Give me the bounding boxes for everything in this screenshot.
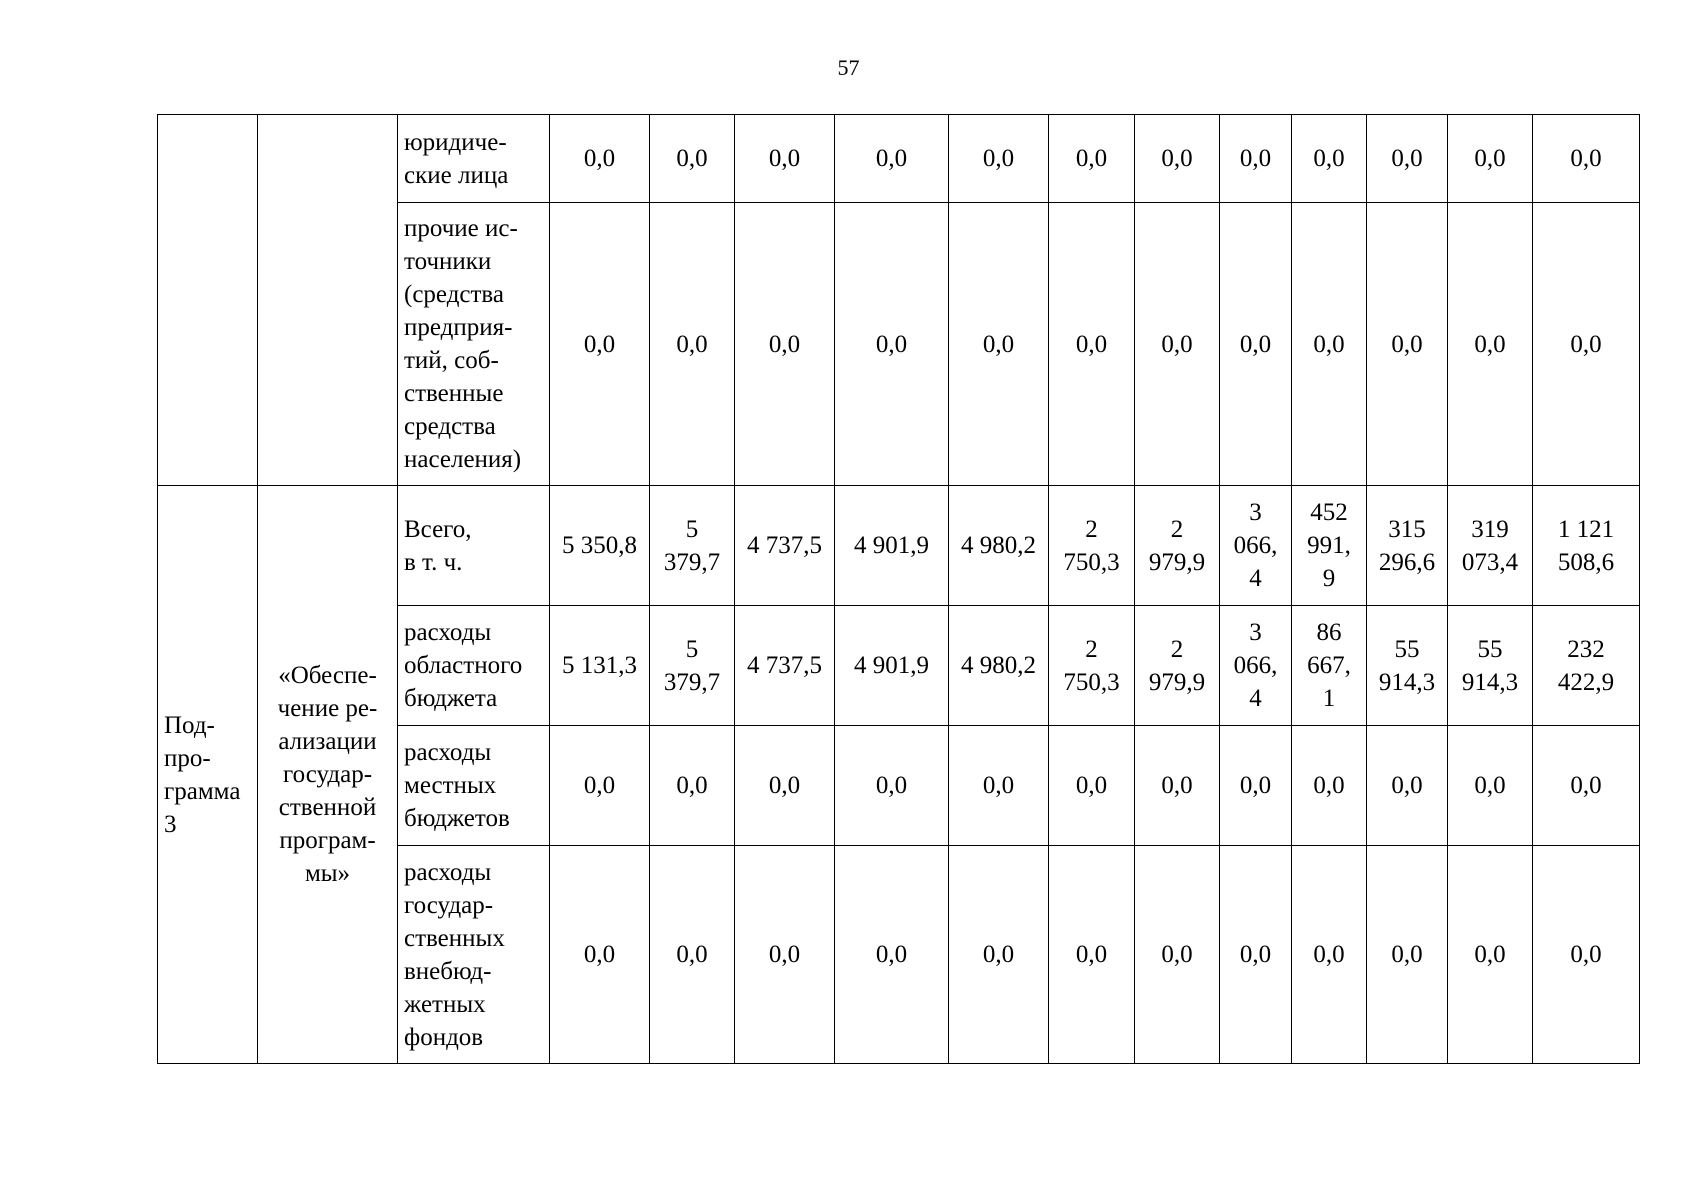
- value-cell: 5 379,7: [650, 486, 735, 606]
- source-cell: расходы местных бюджетов: [398, 726, 550, 846]
- value-cell: 0,0: [1049, 203, 1135, 486]
- value-cell: 0,0: [1367, 846, 1448, 1064]
- value-cell: 0,0: [1220, 203, 1292, 486]
- value-cell: 0,0: [1135, 203, 1220, 486]
- value-cell: 0,0: [650, 115, 735, 203]
- value-cell: 0,0: [1220, 846, 1292, 1064]
- value-cell: 0,0: [1135, 846, 1220, 1064]
- value-cell: 0,0: [735, 115, 835, 203]
- value-cell: 0,0: [835, 203, 949, 486]
- value-cell: 2 750,3: [1049, 606, 1135, 726]
- value-cell: 0,0: [735, 203, 835, 486]
- value-cell: 0,0: [1367, 726, 1448, 846]
- value-cell: 319 073,4: [1448, 486, 1533, 606]
- value-cell: 0,0: [1448, 115, 1533, 203]
- source-cell: юридиче- ские лица: [398, 115, 550, 203]
- value-cell: 0,0: [949, 726, 1049, 846]
- value-cell: 0,0: [835, 726, 949, 846]
- value-cell: 1 121 508,6: [1533, 486, 1640, 606]
- value-cell: 0,0: [949, 846, 1049, 1064]
- value-cell: 0,0: [650, 726, 735, 846]
- value-cell: 0,0: [1292, 115, 1367, 203]
- value-cell: 86 667, 1: [1292, 606, 1367, 726]
- value-cell: 0,0: [735, 846, 835, 1064]
- value-cell: 0,0: [1533, 726, 1640, 846]
- value-cell: 0,0: [1049, 115, 1135, 203]
- value-cell: 0,0: [1448, 846, 1533, 1064]
- value-cell: 3 066, 4: [1220, 486, 1292, 606]
- value-cell: 4 980,2: [949, 606, 1049, 726]
- value-cell: 4 901,9: [835, 486, 949, 606]
- subprogram-label-cell: Под- про- грамма 3: [158, 486, 258, 1064]
- value-cell: 5 379,7: [650, 606, 735, 726]
- value-cell: 232 422,9: [1533, 606, 1640, 726]
- value-cell: 4 901,9: [835, 606, 949, 726]
- source-cell: прочие ис- точники (средства предприя- тий, соб- ственные средства населения): [398, 203, 550, 486]
- value-cell: 452 991, 9: [1292, 486, 1367, 606]
- value-cell: 0,0: [949, 203, 1049, 486]
- subprogram-name-cell: «Обеспе- чение ре- ализации государ- ственной програм- мы»: [258, 486, 398, 1064]
- value-cell: 0,0: [1220, 726, 1292, 846]
- value-cell: 0,0: [835, 115, 949, 203]
- value-cell: 55 914,3: [1448, 606, 1533, 726]
- program-cell-empty: [158, 115, 258, 486]
- value-cell: 0,0: [1448, 726, 1533, 846]
- value-cell: 0,0: [650, 846, 735, 1064]
- value-cell: 0,0: [550, 115, 650, 203]
- value-cell: 55 914,3: [1367, 606, 1448, 726]
- value-cell: 0,0: [1049, 726, 1135, 846]
- value-cell: 0,0: [650, 203, 735, 486]
- value-cell: 0,0: [550, 846, 650, 1064]
- value-cell: 0,0: [835, 846, 949, 1064]
- page-number: 57: [837, 55, 860, 80]
- program-name-cell-empty: [258, 115, 398, 486]
- value-cell: 4 737,5: [735, 606, 835, 726]
- value-cell: 5 350,8: [550, 486, 650, 606]
- value-cell: 0,0: [1367, 115, 1448, 203]
- table-row: [158, 486, 1640, 606]
- source-cell: расходы государ- ственных внебюд- жетных фондов: [398, 846, 550, 1064]
- source-cell: Всего, в т. ч.: [398, 486, 550, 606]
- value-cell: 0,0: [1367, 203, 1448, 486]
- value-cell: 315 296,6: [1367, 486, 1448, 606]
- budget-table: [157, 114, 1640, 1064]
- value-cell: 2 979,9: [1135, 486, 1220, 606]
- source-cell: расходы областного бюджета: [398, 606, 550, 726]
- table-row: [158, 115, 1640, 203]
- value-cell: 0,0: [1533, 203, 1640, 486]
- value-cell: 0,0: [1533, 115, 1640, 203]
- value-cell: 0,0: [949, 115, 1049, 203]
- value-cell: 0,0: [1220, 115, 1292, 203]
- value-cell: 0,0: [1292, 203, 1367, 486]
- value-cell: 4 737,5: [735, 486, 835, 606]
- value-cell: 5 131,3: [550, 606, 650, 726]
- value-cell: 2 750,3: [1049, 486, 1135, 606]
- value-cell: 0,0: [1292, 846, 1367, 1064]
- value-cell: 2 979,9: [1135, 606, 1220, 726]
- value-cell: 0,0: [1049, 846, 1135, 1064]
- value-cell: 0,0: [1533, 846, 1640, 1064]
- value-cell: 0,0: [1448, 203, 1533, 486]
- value-cell: 0,0: [1292, 726, 1367, 846]
- value-cell: 0,0: [735, 726, 835, 846]
- value-cell: 4 980,2: [949, 486, 1049, 606]
- value-cell: 0,0: [1135, 115, 1220, 203]
- value-cell: 0,0: [1135, 726, 1220, 846]
- value-cell: 0,0: [550, 726, 650, 846]
- value-cell: 3 066, 4: [1220, 606, 1292, 726]
- value-cell: 0,0: [550, 203, 650, 486]
